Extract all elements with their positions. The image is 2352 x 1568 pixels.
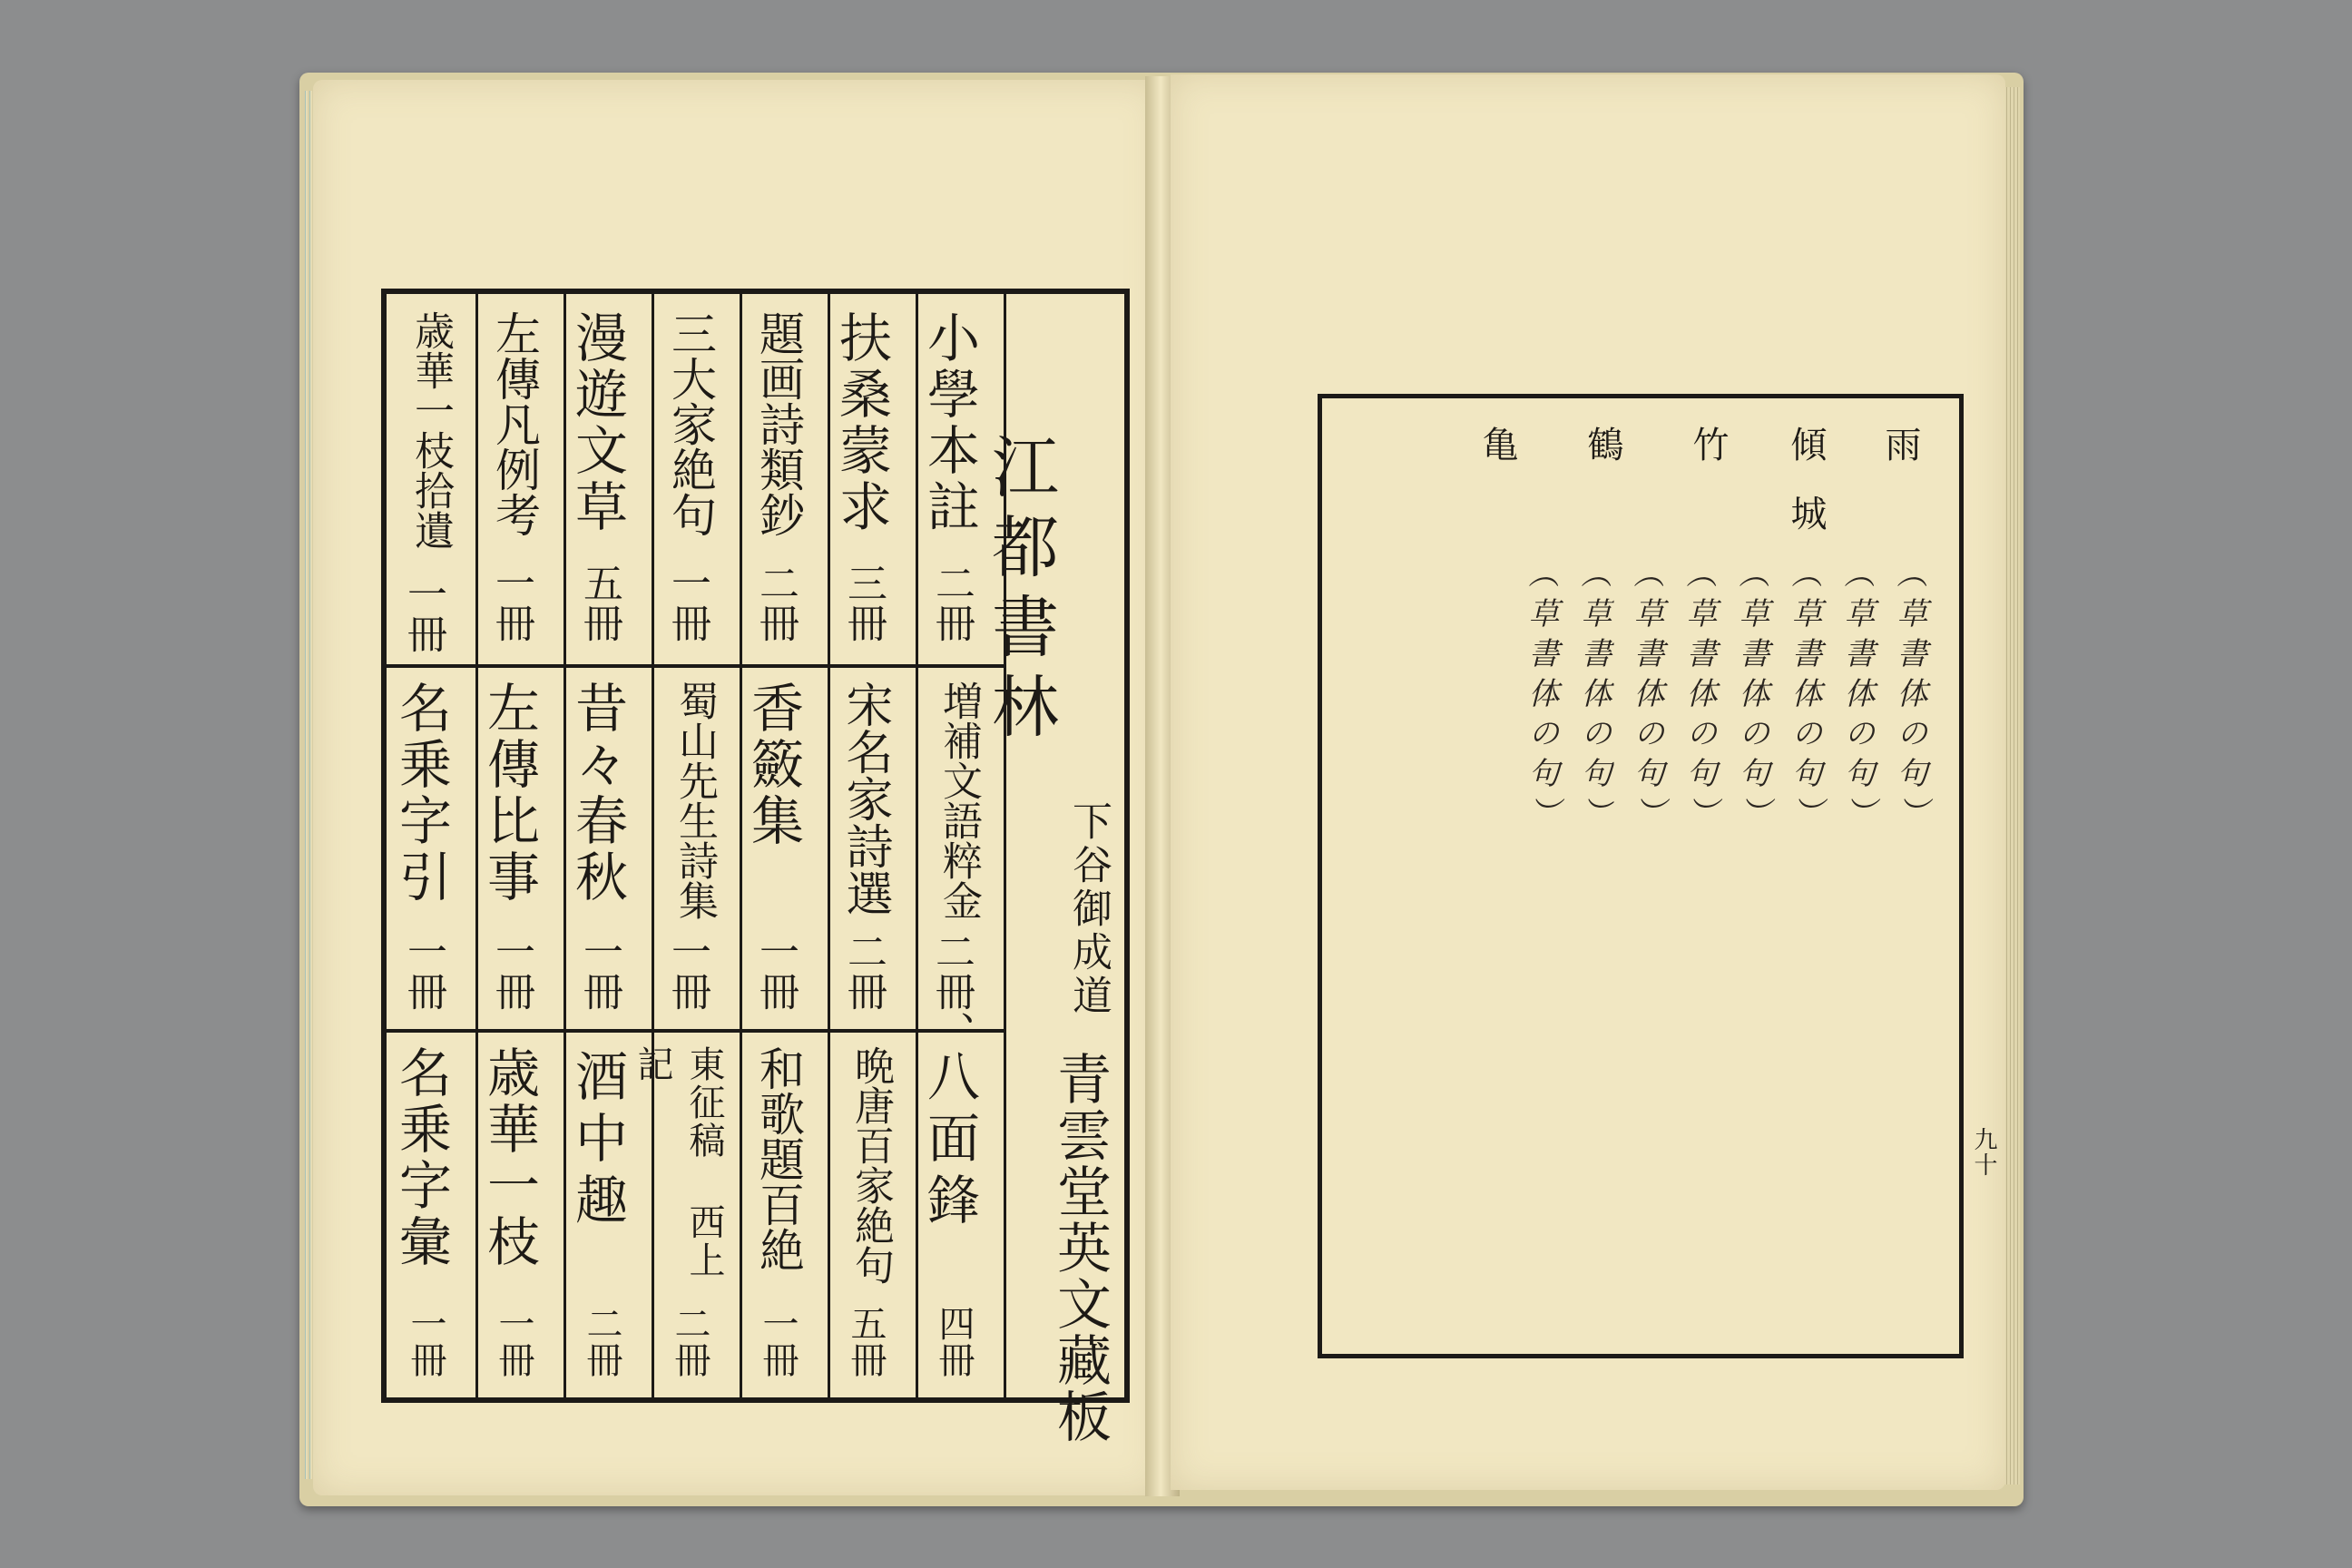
book-title: 歳華一枝拾遺 [407, 310, 454, 550]
folio-number: 九十 [1970, 1127, 1997, 1178]
book-entry [564, 1036, 652, 1392]
book-title: 小學本註 [918, 310, 980, 535]
book-title: 左傳比事 [478, 681, 540, 906]
book-title: 酒中趣 [566, 1049, 628, 1234]
topic-label: 竹 [1687, 426, 1729, 495]
volume-count: 一冊 [757, 1305, 799, 1377]
volume-count: 四冊 [933, 1305, 975, 1377]
book-title: 蜀山先生詩集 [671, 681, 718, 920]
book-entry [475, 1036, 564, 1392]
volume-count: 二冊、 [928, 931, 975, 1051]
book-entry [387, 301, 475, 664]
volume-count: 一冊 [576, 931, 622, 1011]
verse: （草書体の句） [1575, 557, 1612, 837]
volume-count: 二冊 [928, 563, 975, 642]
book-title: 東征稿 西上記 [632, 1045, 725, 1279]
topic-label: 亀 [1476, 426, 1518, 495]
verse: （草書体の句） [1786, 557, 1822, 837]
verse: （草書体の句） [1891, 557, 1927, 837]
book-entry [916, 1036, 1004, 1392]
book-title: 扶桑蒙求 [830, 310, 892, 535]
book-entry [828, 301, 916, 664]
publisher-name: 青雲堂英文藏板 [1048, 1051, 1112, 1445]
book-title: 和歌題百絶 [752, 1045, 805, 1272]
book-entry [740, 1036, 828, 1392]
volume-count: 一冊 [493, 1305, 534, 1377]
book-list-grid [387, 294, 1006, 1397]
book-entry [740, 301, 828, 664]
book-title: 昔々春秋 [566, 681, 628, 906]
volume-count: 一冊 [488, 563, 534, 642]
verse: （草書体の句） [1733, 557, 1769, 837]
volume-count: 二冊 [669, 1305, 710, 1377]
topic-label: 傾城 [1785, 426, 1827, 564]
book-title: 漫遊文草 [566, 310, 628, 535]
book-title: 八面鋒 [918, 1049, 980, 1234]
book-entry [740, 671, 828, 1029]
book-entry [632, 1036, 740, 1392]
book-entry [564, 301, 652, 664]
book-title: 左傳凡例考 [488, 310, 541, 537]
haikai-frame [1318, 394, 1964, 1358]
volume-count: 一冊 [488, 931, 534, 1011]
shop-name: 江都書林 [981, 432, 1059, 751]
book-entry [652, 671, 740, 1029]
volume-count: 五冊 [845, 1305, 887, 1377]
book-title: 名乗字彙 [390, 1045, 452, 1270]
volume-count: 一冊 [664, 931, 710, 1011]
verse: （草書体の句） [1523, 557, 1559, 837]
book-entry [828, 671, 916, 1029]
topic-label: 鶴 [1582, 426, 1623, 495]
book-title: 歳華一枝 [478, 1045, 540, 1270]
volume-count: 一冊 [400, 931, 446, 1011]
volume-count: 一冊 [405, 1305, 446, 1377]
volume-count: 二冊 [840, 931, 887, 1011]
volume-count: 一冊 [400, 573, 446, 653]
book-entry [387, 1036, 475, 1392]
book-entry [387, 671, 475, 1029]
shop-address: 下谷御成道 [1065, 800, 1112, 1018]
volume-count: 三冊 [840, 563, 887, 642]
verse: （草書体の句） [1628, 557, 1664, 837]
verse: （草書体の句） [1838, 557, 1875, 837]
row-divider [387, 1029, 1004, 1033]
book-entry [652, 301, 740, 664]
book-title: 宋名家詩選 [838, 681, 892, 916]
book-title: 晩唐百家絶句 [848, 1045, 894, 1285]
book-title: 増補文語粹金 [936, 681, 982, 920]
publisher-column [981, 296, 1122, 1445]
topic-label: 雨 [1879, 426, 1921, 495]
book-title: 香籢集 [742, 681, 804, 849]
book-entry [828, 1036, 916, 1392]
book-entry [475, 671, 564, 1029]
verse: （草書体の句） [1681, 557, 1717, 837]
volume-count: 二冊 [581, 1305, 622, 1377]
book-title: 三大家絶句 [664, 310, 717, 537]
volume-count: 五冊 [576, 563, 622, 642]
book-entry [564, 671, 652, 1029]
book-title: 題画詩類鈔 [752, 310, 805, 537]
volume-count: 一冊 [664, 563, 710, 642]
book-entry [916, 301, 1004, 664]
book-title: 名乗字引 [390, 681, 452, 906]
row-divider [387, 664, 1004, 668]
volume-count: 一冊 [752, 931, 799, 1011]
book-entry [916, 671, 1004, 1051]
book-entry [475, 301, 564, 664]
volume-count: 二冊 [752, 563, 799, 642]
